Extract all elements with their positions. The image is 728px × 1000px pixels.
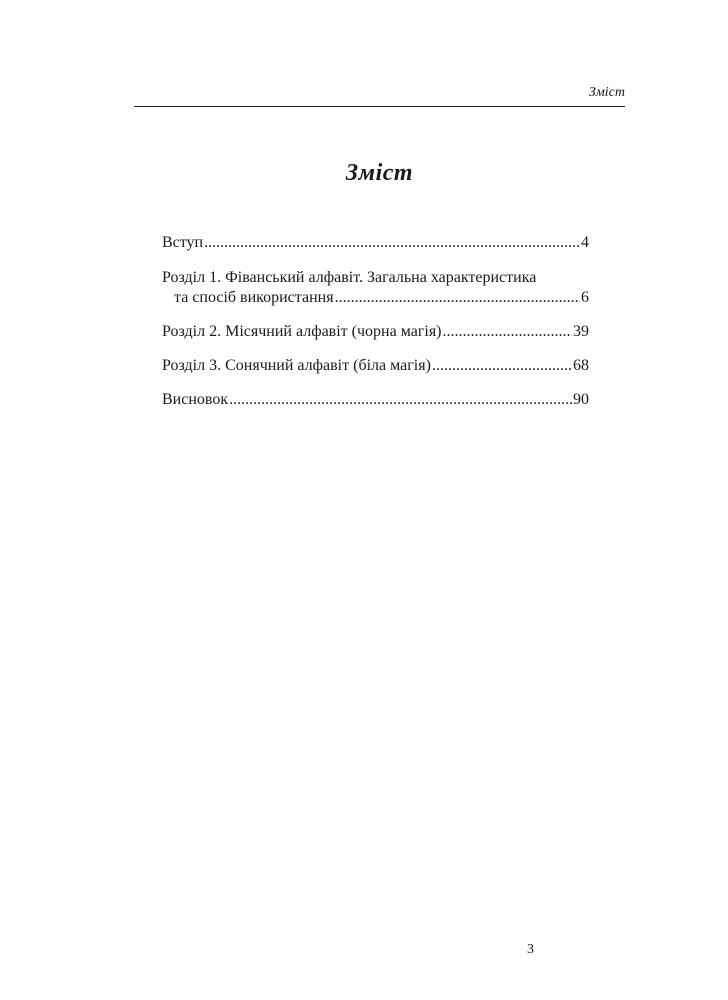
leader-dots	[335, 288, 580, 308]
leader-dots	[432, 356, 572, 376]
toc-page-number: 4	[581, 234, 589, 251]
toc-entry-label: Розділ 3. Сонячний алфавіт (біла магія)	[162, 357, 431, 374]
toc-entry-label: Вступ	[162, 234, 204, 251]
page-number: 3	[527, 942, 534, 957]
leader-dots	[204, 233, 580, 253]
toc-entry-chapter-3[interactable]	[162, 356, 589, 376]
table-of-contents	[162, 233, 589, 410]
toc-entry-chapter-2[interactable]	[162, 322, 589, 342]
page-title: Зміст	[345, 160, 414, 186]
toc-entry-introduction[interactable]	[162, 233, 589, 253]
toc-entry-label: Висновок	[162, 391, 229, 408]
toc-entry-label-continued: та спосіб використання	[174, 289, 334, 306]
toc-page-number: 39	[573, 323, 589, 340]
toc-entry-label: Розділ 2. Місячний алфавіт (чорна магія)	[162, 323, 442, 340]
toc-entry-conclusion[interactable]	[162, 390, 589, 410]
running-header: Зміст	[588, 85, 625, 100]
toc-page-number: 68	[573, 357, 589, 374]
toc-entry-chapter-1[interactable]	[162, 268, 589, 308]
leader-dots	[229, 390, 572, 410]
toc-page-number: 6	[581, 289, 589, 306]
toc-page-number: 90	[573, 391, 589, 408]
toc-entry-label: Розділ 1. Фіванський алфавіт. Загальна характеристика	[162, 269, 537, 286]
header-rule	[134, 106, 625, 107]
leader-dots	[443, 322, 572, 342]
